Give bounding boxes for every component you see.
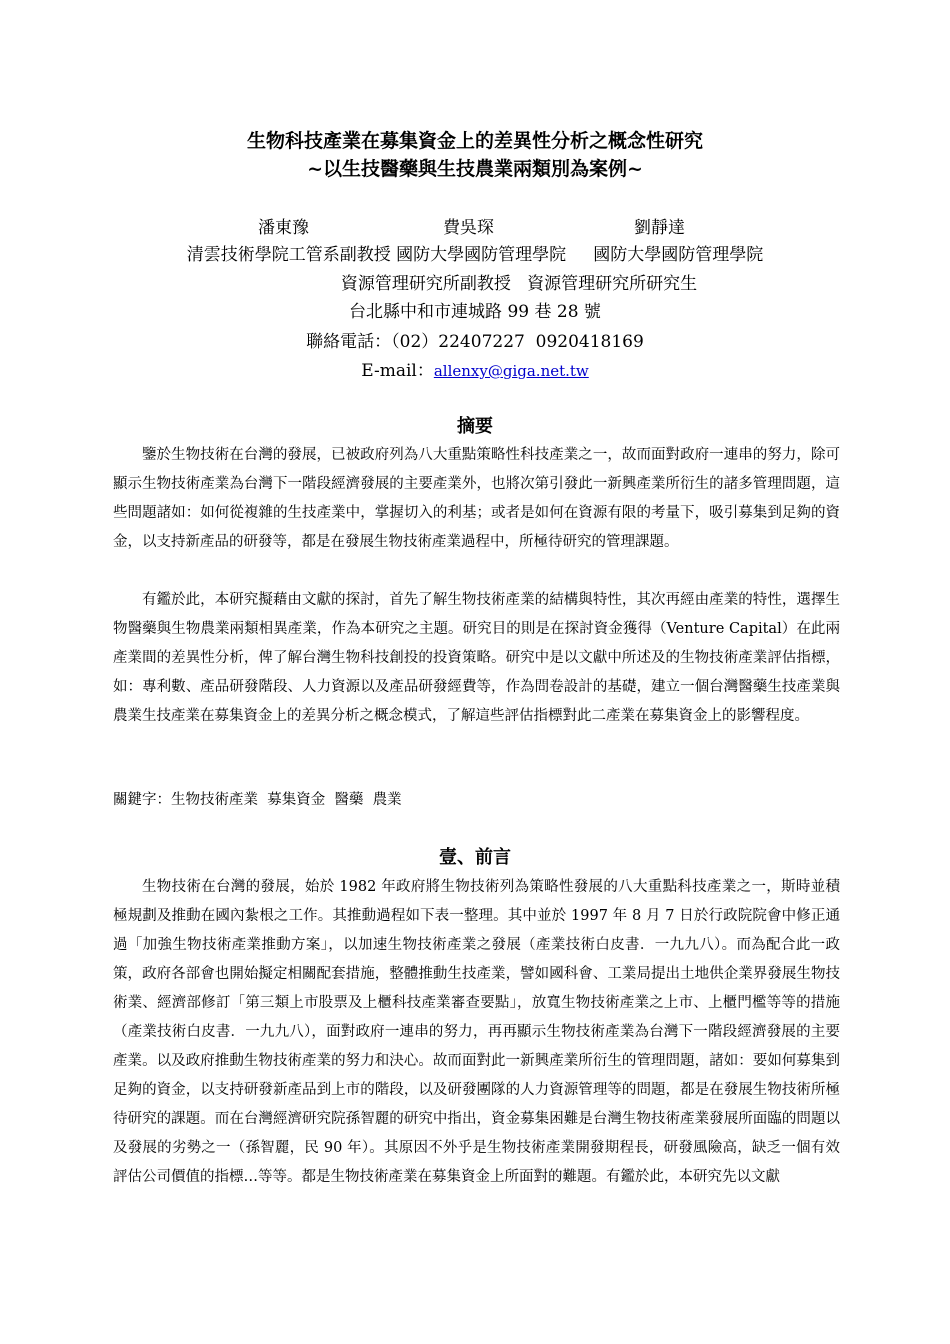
author-name: 劉靜達 <box>634 218 685 238</box>
paper-title-line-1: 生物科技產業在募集資金上的差異性分析之概念性研究 <box>246 130 703 152</box>
abstract-paragraph-2: 有鑑於此，本研究擬藉由文獻的探討，首先了解生物技術產業的結構與特性，其次再經由產業的特性，選擇生物醫藥與生物農業兩類相異產業，作為本研究之主題。研究目的則是在探討資金獲得（Venture Capital）在此兩產業間的差異性分析，俾了解台灣生物科技創投的投資策略。研究中是以文獻中所述及的生物技術產業評估指標，如：專利數、產品研發階段、人力資源以及產品研發經費等，作為問卷設計的基礎，建立一個台灣醫藥生技產業與農業生技產業在募集資金上的差異分析之概念模式，了解這些評估指標對此二產業在募集資金上的影響程度。 <box>113 592 840 724</box>
author-list <box>0 213 950 237</box>
address: 台北縣中和市連城路 99 巷 28 號 <box>349 302 601 322</box>
affiliation-line-1: 清雲技術學院工管系副教授 國防大學國防管理學院 國防大學國防管理學院 <box>186 245 764 265</box>
author-name: 費吳琛 <box>443 218 494 238</box>
email-line <box>0 359 950 383</box>
email-label: E-mail： <box>361 361 434 381</box>
affiliation-line-2: 資源管理研究所副教授 資源管理研究所研究生 <box>340 274 698 294</box>
phone: 聯絡電話：（02）22407227 0920418169 <box>306 332 644 352</box>
author-name: 潘東豫 <box>258 218 309 238</box>
keywords: 關鍵字：生物技術產業 募集資金 醫藥 農業 <box>113 792 402 808</box>
email-link[interactable]: allenxy@giga.net.tw <box>433 362 589 380</box>
section-heading-introduction: 壹、前言 <box>439 847 511 868</box>
abstract-paragraph-1: 鑒於生物技術在台灣的發展，已被政府列為八大重點策略性科技產業之一，故而面對政府一連串的努力，除可顯示生物技術產業為台灣下一階段經濟發展的主要產業外，也將次第引發此一新興產業所衍生的諸多管理問題，這些問題諸如：如何從複雜的生技產業中，掌握切入的利基；或者是如何在資源有限的考量下，吸引募集到足夠的資金，以支持新產品的研發等，都是在發展生物技術產業過程中，所極待研究的管理課題。 <box>113 447 840 550</box>
abstract-heading: 摘要 <box>457 416 493 437</box>
introduction-paragraph: 生物技術在台灣的發展，始於 1982 年政府將生物技術列為策略性發展的八大重點科技產業之一，斯時並積極規劃及推動在國內紮根之工作。其推動過程如下表一整理。其中並於 1997 年 8 月 7 日於行政院院會中修正通過「加強生物技術產業推動方案」，以加速生物技術產業之發展（產業技術白皮書．一九九八）。而為配合此一政策，政府各部會也開始擬定相關配套措施，整體推動生技產業，譬如國科會、工業局提出土地供企業界發展生物技術業、經濟部修訂「第三類上市股票及上櫃科技產業審查要點」，放寬生物技術產業之上市、上櫃門檻等等的措施（產業技術白皮書．一九九八），面對政府一連串的努力，再再顯示生物技術產業為台灣下一階段經濟發展的主要產業。以及政府推動生物技術產業的努力和決心。故而面對此一新興產業所衍生的管理問題，諸如：要如何募集到足夠的資金，以支持研發新產品到上市的階段，以及研發團隊的人力資源管理等的問題，都是在發展生物技術所極待研究的課題。而在台灣經濟研究院孫智麗的研究中指出，資金募集困難是台灣生物技術產業發展所面臨的問題以及發展的劣勢之一（孫智麗，民 90 年）。其原因不外乎是生物技術產業開發期程長，研發風險高，缺乏一個有效評估公司價值的指標…等等。都是生物技術產業在募集資金上所面對的難題。有鑑於此，本研究先以文獻 <box>113 879 840 1185</box>
paper-title-line-2: ~以生技醫藥與生技農業兩類別為案例~ <box>307 158 643 180</box>
